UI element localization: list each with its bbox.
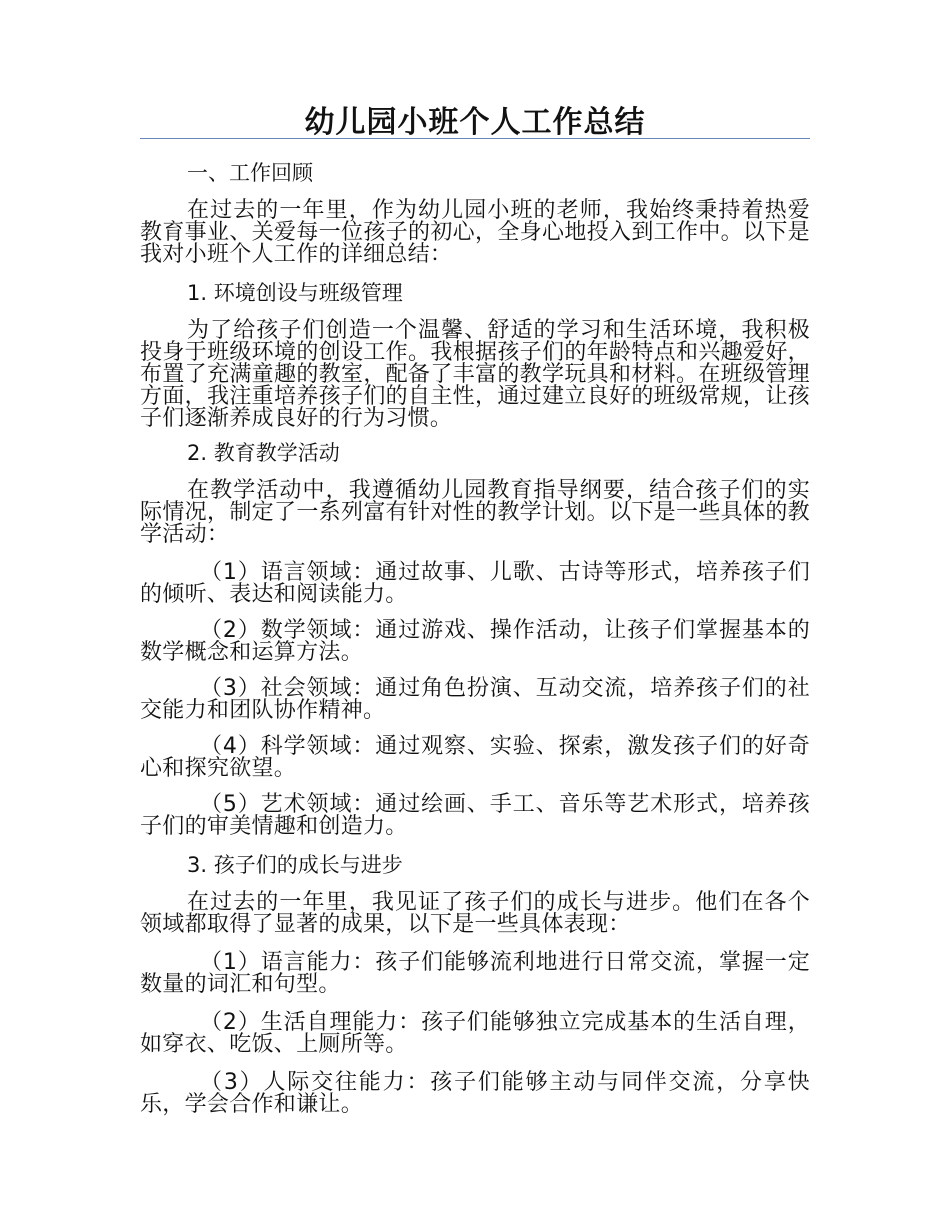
teaching-item-social: （3）社会领域：通过角色扮演、互动交流，培养孩子们的社交能力和团队协作精神。 (140, 676, 810, 723)
section-heading-growth: 3. 孩子们的成长与进步 (187, 853, 403, 877)
section-heading-work-review: 一、工作回顾 (187, 161, 313, 185)
teaching-item-language: （1）语言领域：通过故事、儿歌、古诗等形式，培养孩子们的倾听、表达和阅读能力。 (140, 560, 810, 607)
intro-paragraph: 在过去的一年里，作为幼儿园小班的老师，我始终秉持着热爱教育事业、关爱每一位孩子的初心，全身心地投入到工作中。以下是我对小班个人工作的详细总结： (140, 198, 810, 267)
growth-item-self-care: （2）生活自理能力：孩子们能够独立完成基本的生活自理，如穿衣、吃饭、上厕所等。 (140, 1010, 810, 1057)
section-heading-environment: 1. 环境创设与班级管理 (187, 281, 403, 305)
growth-paragraph: 在过去的一年里，我见证了孩子们的成长与进步。他们在各个领域都取得了显著的成果，以下是一些具体表现： (140, 890, 810, 937)
title-underline (140, 138, 810, 139)
teaching-item-math: （2）数学领域：通过游戏、操作活动，让孩子们掌握基本的数学概念和运算方法。 (140, 618, 810, 665)
teaching-item-science: （4）科学领域：通过观察、实验、探索，激发孩子们的好奇心和探究欲望。 (140, 734, 810, 781)
growth-item-language: （1）语言能力：孩子们能够流利地进行日常交流，掌握一定数量的词汇和句型。 (140, 950, 810, 997)
section-heading-teaching: 2. 教育教学活动 (187, 441, 340, 465)
growth-item-social: （3）人际交往能力：孩子们能够主动与同伴交流，分享快乐，学会合作和谦让。 (140, 1070, 810, 1117)
teaching-item-art: （5）艺术领域：通过绘画、手工、音乐等艺术形式，培养孩子们的审美情趣和创造力。 (140, 792, 810, 839)
document-title: 幼儿园小班个人工作总结 (304, 105, 646, 140)
teaching-paragraph: 在教学活动中，我遵循幼儿园教育指导纲要，结合孩子们的实际情况，制定了一系列富有针对性的教学计划。以下是一些具体的教学活动： (140, 478, 810, 547)
environment-paragraph: 为了给孩子们创造一个温馨、舒适的学习和生活环境，我积极投身于班级环境的创设工作。我根据孩子们的年龄特点和兴趣爱好，布置了充满童趣的教室，配备了丰富的教学玩具和材料。在班级管理方面，我注重培养孩子们的自主性，通过建立良好的班级常规，让孩子们逐渐养成良好的行为习惯。 (140, 318, 810, 431)
